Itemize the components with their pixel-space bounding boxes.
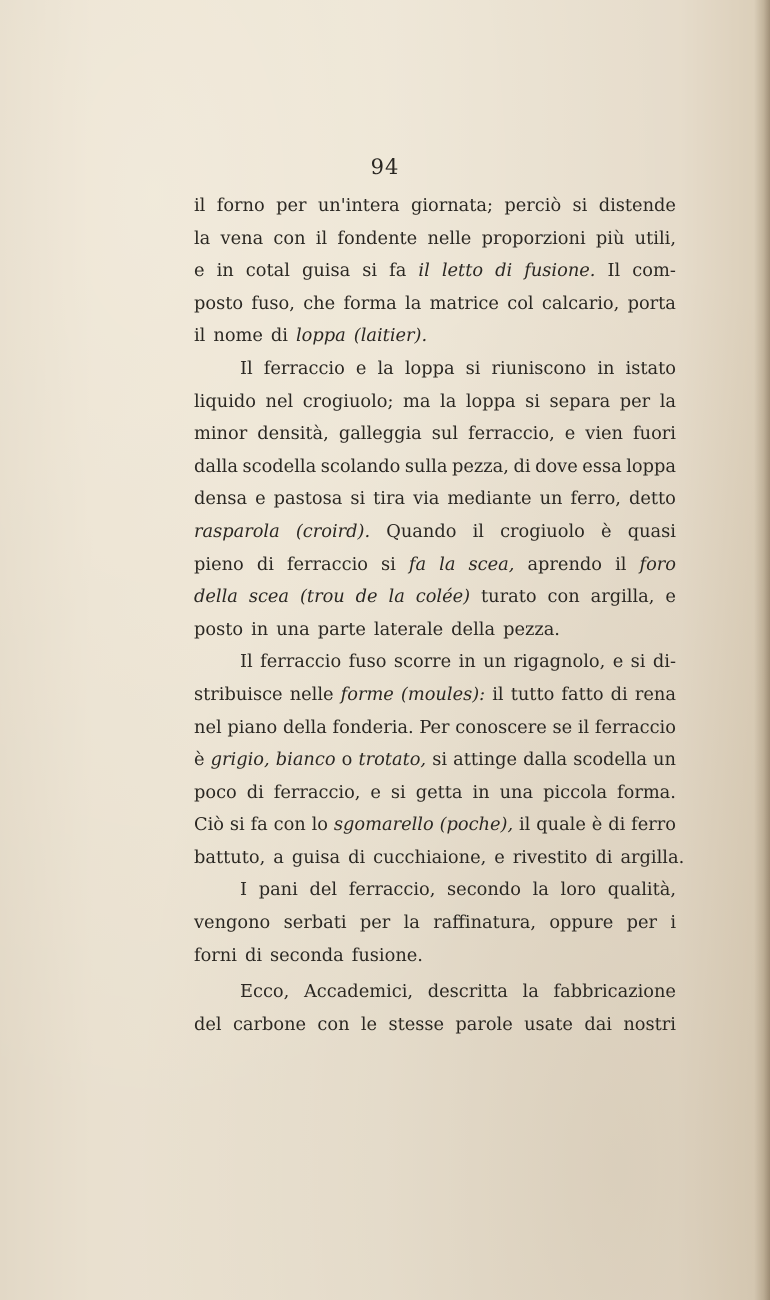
word: Ciò	[194, 814, 224, 836]
word: e	[564, 423, 576, 445]
text-line	[194, 418, 676, 451]
word: loppa	[626, 455, 676, 477]
word: posto	[194, 292, 244, 314]
word: il	[519, 814, 531, 836]
word: trotato,	[358, 749, 427, 771]
word: ferraccio	[594, 716, 676, 738]
text-line	[194, 483, 676, 516]
text-line	[194, 288, 676, 321]
word: fuso,	[251, 292, 295, 314]
word: minor	[194, 423, 248, 445]
word: matrice	[429, 292, 499, 314]
word: via	[413, 488, 440, 510]
word: I	[240, 879, 248, 901]
word: si	[350, 488, 366, 510]
word: i	[670, 912, 676, 934]
word: mediante	[447, 488, 532, 510]
word: si	[572, 195, 588, 216]
word: di	[348, 846, 366, 868]
word: fabbricazione	[553, 981, 676, 1003]
word: (laitier).	[353, 325, 428, 347]
word: un	[653, 749, 676, 771]
word: ma	[403, 390, 431, 412]
word: è	[591, 814, 603, 836]
word: un	[539, 488, 563, 510]
word: per	[626, 912, 657, 934]
word: col	[507, 292, 534, 314]
text-line	[194, 712, 676, 745]
word: cotal	[245, 260, 290, 282]
word: di	[608, 814, 626, 836]
word: sgomarello	[333, 814, 434, 836]
word: turato	[481, 586, 537, 608]
word: Il	[240, 651, 253, 673]
word: che	[303, 292, 336, 314]
word: perciò	[504, 195, 562, 216]
word: loppa	[465, 390, 516, 412]
word: detto	[628, 488, 676, 510]
word: fa	[389, 260, 407, 282]
word: ferraccio	[260, 651, 342, 673]
word: Il	[607, 260, 621, 282]
word: posto	[194, 618, 244, 640]
word: in	[597, 357, 615, 379]
word: lo	[311, 814, 329, 836]
word: seconda	[270, 944, 344, 966]
text-line	[194, 809, 676, 842]
word: essa	[582, 455, 622, 477]
text-line	[194, 255, 676, 288]
word: rigagnolo,	[513, 651, 606, 673]
word: (trou	[299, 586, 345, 608]
word: forno	[216, 195, 265, 216]
word: la	[522, 981, 539, 1003]
word: piccola	[543, 781, 608, 803]
page-edge	[754, 0, 770, 1300]
word: piano	[227, 716, 278, 738]
word: secondo	[447, 879, 521, 901]
word: cucchiaione,	[373, 846, 487, 868]
word: conoscere	[455, 716, 547, 738]
word: stesse	[388, 1013, 445, 1035]
word: loppa	[404, 357, 455, 379]
word: un	[483, 651, 507, 673]
word: (poche),	[439, 814, 514, 836]
word: e	[665, 586, 676, 608]
word: parole	[455, 1013, 513, 1035]
word: pastosa	[273, 488, 343, 510]
word: la	[439, 553, 456, 575]
word: e	[255, 488, 266, 510]
word: di	[246, 781, 264, 803]
word: raffinatura,	[433, 912, 537, 934]
word: in	[458, 651, 476, 673]
word: la	[388, 586, 405, 608]
word: fusione.	[351, 944, 423, 966]
word: densa	[194, 488, 248, 510]
word: una	[276, 618, 310, 640]
word: Accademici,	[303, 981, 414, 1003]
word: in	[216, 260, 234, 282]
text-line	[194, 646, 676, 679]
word: con	[273, 814, 306, 836]
word: la	[194, 227, 211, 249]
word: nostri	[623, 1013, 676, 1035]
word: di	[513, 455, 531, 477]
word: fatto	[561, 683, 604, 705]
text-line	[194, 744, 676, 777]
word: si	[362, 260, 378, 282]
word: parte	[317, 618, 366, 640]
word: e	[494, 846, 505, 868]
word: ferro,	[570, 488, 621, 510]
word: galleggia	[338, 423, 422, 445]
word: di	[610, 683, 628, 705]
word: Il	[240, 357, 253, 379]
word: la	[405, 292, 422, 314]
word: ferraccio,	[273, 781, 361, 803]
word: con	[273, 227, 306, 249]
text-line	[194, 679, 676, 712]
text-line	[194, 581, 676, 614]
word: guisa	[301, 260, 351, 282]
word: crogiuolo;	[302, 390, 394, 412]
word: fusione.	[524, 260, 596, 282]
word: letto	[441, 260, 484, 282]
text-line	[194, 190, 676, 223]
word: pezza.	[503, 618, 560, 640]
word: in	[251, 618, 269, 640]
word: di	[595, 846, 613, 868]
word: la	[377, 357, 394, 379]
word: usate	[524, 1013, 573, 1035]
word: nelle	[289, 683, 334, 705]
word: de	[355, 586, 378, 608]
word: loro	[560, 879, 597, 901]
word: se	[552, 716, 573, 738]
word: ferraccio,	[348, 879, 436, 901]
text-line	[194, 320, 676, 353]
word: fuori	[633, 423, 676, 445]
word: sulla	[404, 455, 448, 477]
word: vengono	[194, 912, 271, 934]
word: per	[359, 912, 391, 934]
word: il	[194, 325, 206, 347]
word: loppa	[296, 325, 346, 347]
word: descritta	[427, 981, 508, 1003]
word: riuniscono	[491, 357, 587, 379]
word: (moules):	[400, 683, 486, 705]
word: (croird).	[295, 520, 371, 542]
word: del	[194, 1013, 222, 1035]
word: rivestito	[512, 846, 588, 868]
word: nome	[213, 325, 263, 347]
word: il	[615, 553, 627, 575]
word: densità,	[257, 423, 329, 445]
word: ferraccio,	[468, 423, 555, 445]
word: in	[472, 781, 490, 803]
word: scea,	[468, 553, 515, 575]
word: di	[270, 325, 288, 347]
text-line	[194, 1009, 676, 1042]
word: nel	[194, 716, 222, 738]
word: forma.	[617, 781, 676, 803]
word: fuso	[348, 651, 387, 673]
word: a	[273, 846, 284, 868]
word: scea	[248, 586, 290, 608]
word: più	[595, 227, 625, 249]
word: si	[432, 749, 448, 771]
word: si	[381, 553, 396, 575]
word: attinge	[453, 749, 518, 771]
word: si	[229, 814, 245, 836]
word: scolando	[320, 455, 401, 477]
word: di	[495, 260, 513, 282]
text-line	[194, 940, 676, 973]
word: dalla	[523, 749, 568, 771]
text-line	[194, 614, 676, 647]
word: giornata;	[410, 195, 494, 216]
word: istato	[625, 357, 676, 379]
word: separa	[549, 390, 611, 412]
word: di	[244, 944, 263, 966]
word: rena	[634, 683, 676, 705]
word: qualità,	[607, 879, 676, 901]
word: il	[472, 520, 484, 542]
word: forni	[194, 944, 237, 966]
word: rasparola	[194, 520, 280, 542]
word: scodella	[573, 749, 647, 771]
word: ferraccio	[263, 357, 345, 379]
word: fa	[250, 814, 268, 836]
word: getta	[415, 781, 463, 803]
word: con	[317, 1013, 350, 1035]
word: ferraccio	[286, 553, 368, 575]
word: con	[547, 586, 580, 608]
word: bianco	[275, 749, 336, 771]
word: è	[601, 520, 612, 542]
word: si	[390, 781, 406, 803]
text-line	[194, 386, 676, 419]
word: un'intera	[317, 195, 400, 216]
word: carbone	[232, 1013, 307, 1035]
word: la	[403, 912, 420, 934]
word: si	[525, 390, 540, 412]
text-line	[194, 353, 676, 386]
word: quasi	[627, 520, 676, 542]
word: forme	[340, 683, 394, 705]
word: foro	[639, 553, 676, 575]
word: il	[577, 716, 590, 738]
word: distende	[598, 195, 676, 216]
text-line	[194, 874, 676, 907]
word: la	[440, 390, 457, 412]
word: Per	[419, 716, 450, 738]
word: di	[256, 553, 274, 575]
word: nelle	[427, 227, 472, 249]
word: per	[619, 390, 651, 412]
word: nel	[265, 390, 294, 412]
word: crogiuolo	[500, 520, 585, 542]
word: stribuisce	[194, 683, 283, 705]
word: porta	[627, 292, 676, 314]
word: colée)	[415, 586, 471, 608]
word: scodella	[242, 455, 317, 477]
word: calcario,	[541, 292, 620, 314]
word: dai	[584, 1013, 612, 1035]
word: pezza,	[452, 455, 509, 477]
word: del	[309, 879, 338, 901]
body-text	[194, 190, 685, 1041]
word: laterale	[373, 618, 444, 640]
word: una	[499, 781, 534, 803]
word: il	[492, 683, 504, 705]
word: della	[451, 618, 496, 640]
word: fondente	[337, 227, 418, 249]
word: il	[315, 227, 328, 249]
text-line	[194, 777, 676, 810]
word: aprendo	[527, 553, 602, 575]
word: com-	[632, 260, 676, 282]
word: si	[465, 357, 481, 379]
word: serbati	[283, 912, 347, 934]
word: vien	[585, 423, 624, 445]
text-line	[194, 842, 685, 875]
word: si	[630, 651, 646, 673]
word: la	[659, 390, 676, 412]
text-line	[194, 907, 676, 940]
word: dove	[535, 455, 578, 477]
word: della	[194, 586, 238, 608]
word: o	[341, 749, 353, 771]
word: le	[360, 1013, 378, 1035]
word: fonderia.	[332, 716, 414, 738]
word: Ecco,	[240, 981, 290, 1003]
word: quale	[536, 814, 586, 836]
word: Quando	[386, 520, 457, 542]
word: e	[370, 781, 381, 803]
word: battuto,	[194, 846, 266, 868]
word: grigio,	[210, 749, 270, 771]
word: proporzioni	[481, 227, 586, 249]
word: fa	[408, 553, 427, 575]
word: liquido	[194, 390, 256, 412]
word: forma	[343, 292, 397, 314]
text-line	[194, 223, 676, 256]
word: e	[612, 651, 624, 673]
word: tira	[373, 488, 406, 510]
word: di-	[652, 651, 676, 673]
word: per	[276, 195, 307, 216]
word: guisa	[291, 846, 341, 868]
text-line	[194, 516, 676, 549]
word: della	[282, 716, 327, 738]
word: sul	[431, 423, 459, 445]
word: il	[418, 260, 430, 282]
word: vena	[220, 227, 264, 249]
word: scorre	[393, 651, 452, 673]
word: e	[355, 357, 367, 379]
text-line	[194, 451, 676, 484]
word: e	[194, 260, 205, 282]
word: utili,	[634, 227, 676, 249]
word: tutto	[510, 683, 555, 705]
word: pieno	[194, 553, 244, 575]
word: è	[194, 749, 205, 771]
word: argilla.	[620, 846, 685, 868]
word: dalla	[194, 455, 238, 477]
text-line	[194, 976, 676, 1009]
word: ferro	[631, 814, 676, 836]
word: poco	[194, 781, 237, 803]
word: il	[194, 195, 206, 216]
word: argilla,	[590, 586, 655, 608]
word: pani	[258, 879, 298, 901]
page-number: 94	[370, 155, 400, 179]
text-line	[194, 549, 676, 582]
word: oppure	[549, 912, 614, 934]
word: la	[532, 879, 549, 901]
